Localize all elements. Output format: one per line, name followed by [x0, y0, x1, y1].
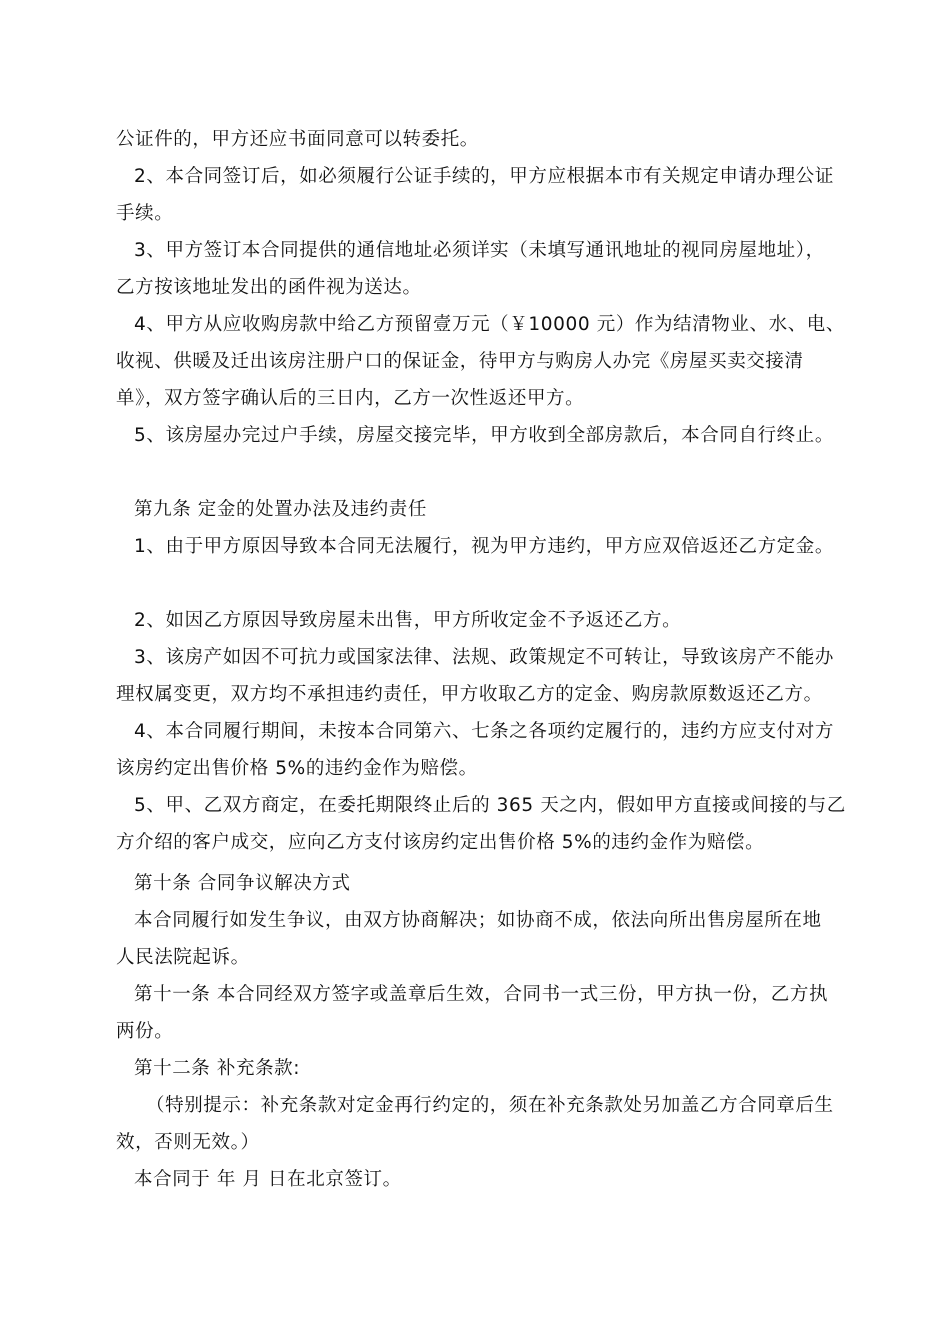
paragraph-line: 方介绍的客户成交，应向乙方支付该房约定出售价格 5%的违约金作为赔偿。 [116, 832, 765, 853]
paragraph-line: 本合同于 年 月 日在北京签订。 [134, 1169, 402, 1190]
section-heading: 第十二条 补充条款: [134, 1058, 301, 1079]
paragraph-line: 本合同履行如发生争议，由双方协商解决；如协商不成，依法向所出售房屋所在地 [134, 910, 822, 931]
paragraph-line: 人民法院起诉。 [116, 947, 250, 968]
paragraph-line: 公证件的，甲方还应书面同意可以转委托。 [116, 129, 479, 150]
paragraph-line: 两份。 [116, 1021, 174, 1042]
paragraph-line: 该房约定出售价格 5%的违约金作为赔偿。 [116, 758, 478, 779]
paragraph-line: （特别提示：补充条款对定金再行约定的，须在补充条款处另加盖乙方合同章后生 [146, 1095, 834, 1116]
paragraph-line: 4、本合同履行期间，未按本合同第六、七条之各项约定履行的，违约方应支付对方 [134, 721, 834, 742]
section-heading: 第十一条 本合同经双方签字或盖章后生效，合同书一式三份，甲方执一份，乙方执 [134, 984, 829, 1005]
paragraph-line: 单》，双方签字确认后的三日内，乙方一次性返还甲方。 [116, 388, 585, 409]
paragraph-line: 5、该房屋办完过户手续，房屋交接完毕，甲方收到全部房款后，本合同自行终止。 [134, 425, 834, 446]
paragraph-line: 2、本合同签订后，如必须履行公证手续的，甲方应根据本市有关规定申请办理公证 [134, 166, 834, 187]
paragraph-line: 手续。 [116, 203, 174, 224]
paragraph-line: 3、该房产如因不可抗力或国家法律、法规、政策规定不可转让，导致该房产不能办 [134, 647, 834, 668]
paragraph-line: 5、甲、乙双方商定，在委托期限终止后的 365 天之内，假如甲方直接或间接的与乙 [134, 795, 846, 816]
section-heading: 第十条 合同争议解决方式 [134, 873, 351, 894]
paragraph-line: 收视、供暖及迁出该房注册户口的保证金，待甲方与购房人办完《房屋买卖交接清 [116, 351, 804, 372]
paragraph-line: 乙方按该地址发出的函件视为送达。 [116, 277, 422, 298]
section-heading: 第九条 定金的处置办法及违约责任 [134, 499, 427, 520]
paragraph-line: 4、甲方从应收购房款中给乙方预留壹万元（￥10000 元）作为结清物业、水、电、 [134, 314, 846, 335]
paragraph-line: 1、由于甲方原因导致本合同无法履行，视为甲方违约，甲方应双倍返还乙方定金。 [134, 536, 834, 557]
paragraph-line: 理权属变更，双方均不承担违约责任，甲方收取乙方的定金、购房款原数返还乙方。 [116, 684, 823, 705]
paragraph-line: 效，否则无效。） [116, 1132, 260, 1153]
paragraph-line: 2、如因乙方原因导致房屋未出售，甲方所收定金不予返还乙方。 [134, 610, 682, 631]
paragraph-line: 3、甲方签订本合同提供的通信地址必须详实（未填写通讯地址的视同房屋地址）， [134, 240, 825, 261]
